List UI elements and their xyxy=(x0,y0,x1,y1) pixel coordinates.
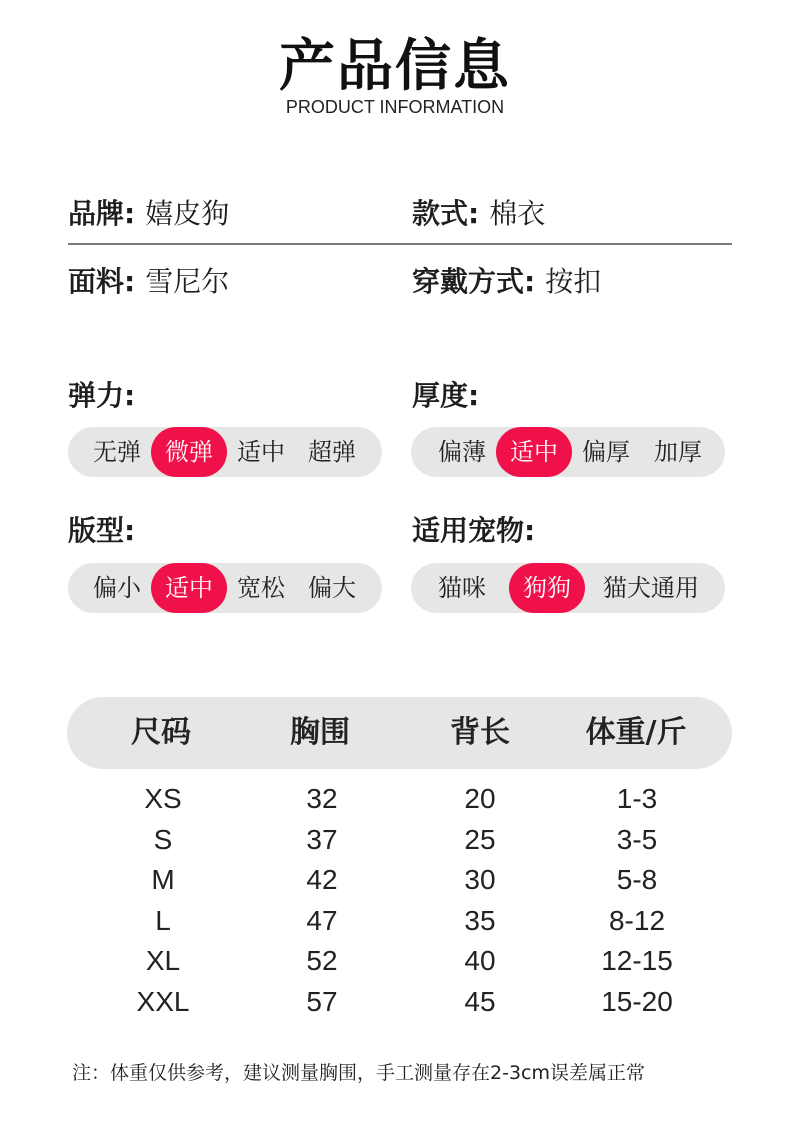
option-chip[interactable]: 无弹 xyxy=(93,438,141,466)
weight-cell: 8-12 xyxy=(608,904,666,936)
fit-label: 版型: xyxy=(68,514,136,547)
size-cell: M xyxy=(151,864,175,896)
chest-cell: 42 xyxy=(306,864,338,896)
back-length-cell: 25 xyxy=(464,823,496,855)
option-chip[interactable]: 偏大 xyxy=(308,574,356,602)
page-title: 产品信息 xyxy=(279,34,511,99)
size-cell: L xyxy=(155,904,171,936)
pets-label: 适用宠物: xyxy=(412,514,536,547)
chest-cell: 57 xyxy=(306,986,338,1017)
size-cell: XXL xyxy=(136,986,190,1017)
option-chip-selected[interactable]: 狗狗 xyxy=(509,563,585,613)
table-row xyxy=(0,820,790,860)
style-key: 款式: xyxy=(412,197,480,230)
column-header-weight: 体重/斤 xyxy=(585,715,687,750)
weight-cell: 3-5 xyxy=(616,823,658,855)
column-header-size: 尺码 xyxy=(131,715,191,750)
weight-cell: 1-3 xyxy=(616,783,658,814)
brand-info xyxy=(68,192,229,232)
fabric-value: 雪尼尔 xyxy=(145,265,230,298)
size-cell: S xyxy=(153,823,173,855)
option-chip[interactable]: 猫咪 xyxy=(438,574,486,602)
wear-key: 穿戴方式: xyxy=(412,265,536,298)
option-chip-selected[interactable]: 适中 xyxy=(151,563,227,613)
back-length-cell: 45 xyxy=(464,986,496,1017)
table-row xyxy=(0,860,790,900)
table-row xyxy=(0,941,790,981)
fit-selector xyxy=(68,563,382,613)
option-chip[interactable]: 适中 xyxy=(237,438,285,466)
size-cell: XS xyxy=(144,783,182,814)
thickness-label: 厚度: xyxy=(412,379,480,412)
option-chip-selected[interactable]: 适中 xyxy=(496,427,572,477)
wear-info xyxy=(412,260,601,300)
style-value: 棉衣 xyxy=(489,197,546,230)
back-length-cell: 35 xyxy=(464,904,496,936)
fabric-key: 面料: xyxy=(68,265,136,298)
column-header-back-length: 背长 xyxy=(450,715,510,750)
table-row xyxy=(0,779,790,819)
chest-cell: 52 xyxy=(306,945,338,977)
table-row xyxy=(0,982,790,1022)
measurement-note: 注：体重仅供参考，建议测量胸围，手工测量存在2-3cm误差属正常 xyxy=(72,1062,645,1084)
chest-cell: 37 xyxy=(306,823,338,855)
brand-key: 品牌: xyxy=(68,197,136,230)
option-chip[interactable]: 宽松 xyxy=(237,574,285,602)
option-chip[interactable]: 猫犬通用 xyxy=(603,574,699,602)
size-cell: XL xyxy=(145,945,181,977)
column-header-chest: 胸围 xyxy=(290,715,350,750)
option-chip[interactable]: 偏小 xyxy=(93,574,141,602)
chest-cell: 47 xyxy=(306,904,338,936)
weight-cell: 5-8 xyxy=(616,864,658,896)
option-chip[interactable]: 超弹 xyxy=(308,438,356,466)
weight-cell: 12-15 xyxy=(601,945,673,977)
divider xyxy=(68,243,732,245)
size-table-header xyxy=(67,697,732,769)
page-subtitle: PRODUCT INFORMATION xyxy=(285,97,505,117)
table-row xyxy=(0,901,790,941)
brand-value: 嬉皮狗 xyxy=(145,197,230,230)
style-info xyxy=(412,192,545,232)
fabric-info xyxy=(68,260,229,300)
option-chip[interactable]: 偏厚 xyxy=(582,438,630,466)
chest-cell: 32 xyxy=(306,783,338,814)
weight-cell: 15-20 xyxy=(601,986,673,1017)
wear-value: 按扣 xyxy=(545,265,602,298)
option-chip[interactable]: 加厚 xyxy=(654,438,702,466)
elasticity-label: 弹力: xyxy=(68,379,136,412)
back-length-cell: 40 xyxy=(464,945,496,977)
pets-selector xyxy=(411,563,725,613)
back-length-cell: 20 xyxy=(464,783,496,814)
back-length-cell: 30 xyxy=(464,864,496,896)
option-chip-selected[interactable]: 微弹 xyxy=(151,427,227,477)
elasticity-selector xyxy=(68,427,382,477)
option-chip[interactable]: 偏薄 xyxy=(438,438,486,466)
thickness-selector xyxy=(411,427,725,477)
